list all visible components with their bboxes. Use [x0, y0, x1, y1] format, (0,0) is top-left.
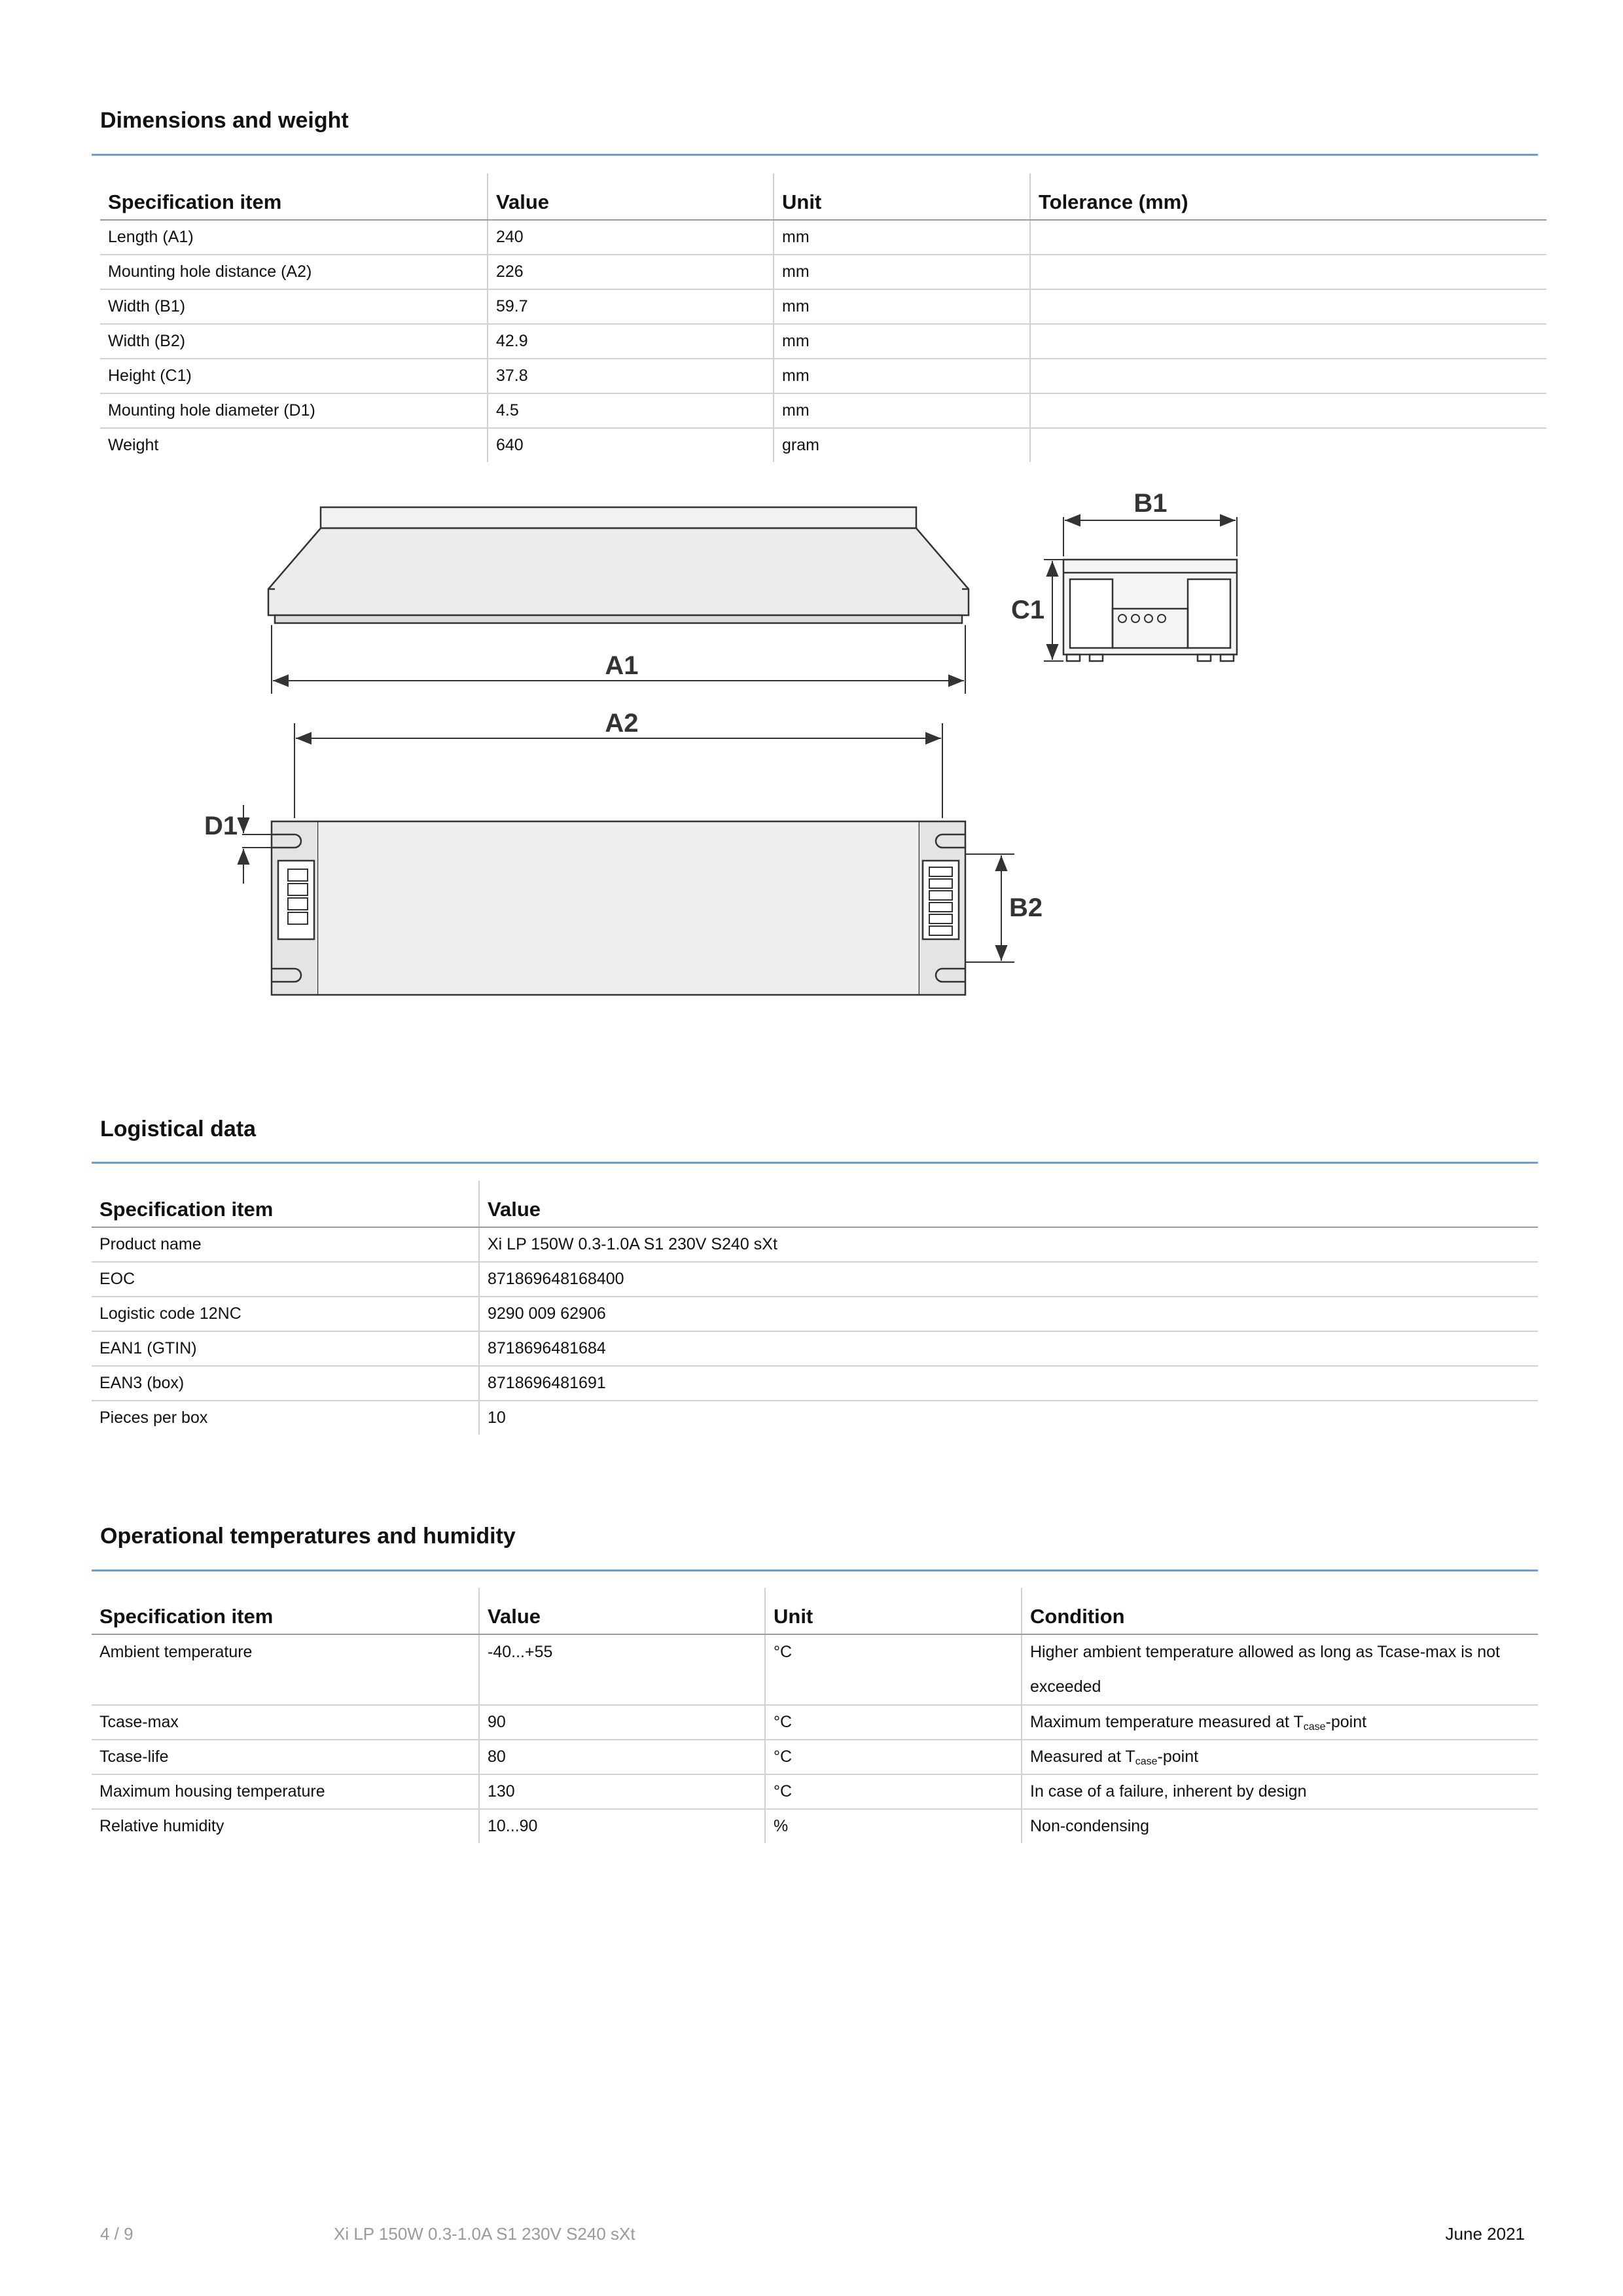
- cell-condition: Non-condensing: [1022, 1809, 1538, 1843]
- table-row: [92, 1227, 1538, 1262]
- dimensions-table: [100, 173, 1546, 462]
- cell-condition: [1022, 1705, 1538, 1740]
- end-view: [1063, 560, 1237, 661]
- cell-value: 90: [479, 1705, 765, 1740]
- condition-text: Measured at T: [1030, 1748, 1135, 1766]
- cell-unit: °C: [765, 1634, 1022, 1705]
- table-row: [92, 1774, 1538, 1809]
- cell-unit: mm: [774, 393, 1030, 428]
- cell-item: EAN3 (box): [92, 1366, 479, 1401]
- dimension-drawing: [190, 491, 1276, 1028]
- cell-value: 42.9: [488, 324, 774, 359]
- condition-subscript: case: [1135, 1756, 1158, 1767]
- condition-text: -point: [1325, 1713, 1367, 1731]
- cell-unit: mm: [774, 289, 1030, 324]
- logistical-table: [92, 1181, 1538, 1435]
- cell-unit: °C: [765, 1705, 1022, 1740]
- cell-item: Width (B1): [100, 289, 488, 324]
- footer-product-name: Xi LP 150W 0.3-1.0A S1 230V S240 sXt: [334, 2224, 635, 2244]
- table-row: [92, 1366, 1538, 1401]
- dimensions-divider: [92, 154, 1538, 156]
- column-header: Unit: [765, 1588, 1022, 1634]
- cell-tolerance: [1030, 324, 1546, 359]
- table-row: [100, 289, 1546, 324]
- cell-condition: [1022, 1740, 1538, 1774]
- table-row: [92, 1740, 1538, 1774]
- cell-unit: gram: [774, 428, 1030, 462]
- operational-title: Operational temperatures and humidity: [100, 1524, 516, 1549]
- table-row: [100, 359, 1546, 393]
- cell-value: -40...+55: [479, 1634, 765, 1705]
- cell-item: Mounting hole distance (A2): [100, 255, 488, 289]
- cell-tolerance: [1030, 359, 1546, 393]
- cell-value: 9290 009 62906: [479, 1297, 1538, 1331]
- cell-value: 10: [479, 1401, 1538, 1435]
- cell-item: Height (C1): [100, 359, 488, 393]
- column-header: Condition: [1022, 1588, 1538, 1634]
- cell-tolerance: [1030, 289, 1546, 324]
- logistical-title: Logistical data: [100, 1117, 257, 1141]
- cell-value: 59.7: [488, 289, 774, 324]
- cell-value: 80: [479, 1740, 765, 1774]
- table-row: [100, 428, 1546, 462]
- column-header: Tolerance (mm): [1030, 173, 1546, 220]
- table-row: [100, 324, 1546, 359]
- column-header: Specification item: [100, 173, 488, 220]
- table-row: [100, 255, 1546, 289]
- operational-divider: [92, 1570, 1538, 1571]
- cell-value: Xi LP 150W 0.3-1.0A S1 230V S240 sXt: [479, 1227, 1538, 1262]
- page-number: 4 / 9: [100, 2224, 134, 2244]
- cell-unit: °C: [765, 1774, 1022, 1809]
- condition-subscript: case: [1303, 1721, 1326, 1732]
- a2-label: A2: [605, 709, 639, 738]
- table-header-row: [92, 1588, 1538, 1634]
- cell-value: 8718696481691: [479, 1366, 1538, 1401]
- cell-tolerance: [1030, 393, 1546, 428]
- column-header: Specification item: [92, 1588, 479, 1634]
- column-header: Value: [488, 173, 774, 220]
- cell-unit: %: [765, 1809, 1022, 1843]
- column-header: Unit: [774, 173, 1030, 220]
- b1-label: B1: [1133, 491, 1168, 518]
- operational-table: [92, 1588, 1538, 1843]
- cell-item: Ambient temperature: [92, 1634, 479, 1705]
- dimensions-title: Dimensions and weight: [100, 108, 349, 133]
- column-header: Value: [479, 1181, 1538, 1227]
- cell-value: 871869648168400: [479, 1262, 1538, 1297]
- condition-text: -point: [1157, 1748, 1199, 1766]
- cell-unit: mm: [774, 359, 1030, 393]
- table-header-row: [92, 1181, 1538, 1227]
- cell-value: 10...90: [479, 1809, 765, 1843]
- cell-value: 8718696481684: [479, 1331, 1538, 1366]
- table-row: [92, 1401, 1538, 1435]
- cell-condition: Higher ambient temperature allowed as long as Tcase-max is not exceeded: [1022, 1634, 1538, 1705]
- c1-label: C1: [1011, 596, 1045, 624]
- cell-item: Logistic code 12NC: [92, 1297, 479, 1331]
- side-view: [268, 507, 969, 623]
- d1-label: D1: [204, 812, 238, 840]
- table-row: [92, 1297, 1538, 1331]
- cell-item: Width (B2): [100, 324, 488, 359]
- logistical-divider: [92, 1162, 1538, 1164]
- table-row: [92, 1262, 1538, 1297]
- cell-item: Tcase-max: [92, 1705, 479, 1740]
- cell-tolerance: [1030, 255, 1546, 289]
- cell-item: Relative humidity: [99, 1817, 224, 1835]
- table-row: [92, 1634, 1538, 1705]
- cell-unit: mm: [774, 220, 1030, 255]
- condition-text: Maximum temperature measured at T: [1030, 1713, 1304, 1731]
- cell-item: Tcase-life: [92, 1740, 479, 1774]
- table-row: [92, 1331, 1538, 1366]
- cell-item: Product name: [92, 1227, 479, 1262]
- cell-tolerance: [1030, 220, 1546, 255]
- cell-item: Mounting hole diameter (D1): [100, 393, 488, 428]
- b2-label: B2: [1009, 893, 1043, 922]
- a1-label: A1: [605, 651, 639, 680]
- cell-value: 640: [488, 428, 774, 462]
- cell-value: 130: [479, 1774, 765, 1809]
- cell-item: Maximum housing temperature: [92, 1774, 479, 1809]
- table-row: [100, 220, 1546, 255]
- cell-tolerance: [1030, 428, 1546, 462]
- cell-item: Pieces per box: [99, 1408, 208, 1427]
- footer-date: June 2021: [1445, 2224, 1525, 2244]
- cell-condition: In case of a failure, inherent by design: [1022, 1774, 1538, 1809]
- column-header: Value: [479, 1588, 765, 1634]
- cell-item: EAN1 (GTIN): [92, 1331, 479, 1366]
- cell-value: 37.8: [488, 359, 774, 393]
- table-row: [92, 1705, 1538, 1740]
- cell-unit: °C: [765, 1740, 1022, 1774]
- table-row: [100, 393, 1546, 428]
- cell-item: EOC: [92, 1262, 479, 1297]
- cell-value: 240: [488, 220, 774, 255]
- cell-value: 4.5: [488, 393, 774, 428]
- top-view: [272, 821, 965, 995]
- table-row: [92, 1809, 1538, 1843]
- cell-item: Weight: [108, 436, 159, 454]
- column-header: Specification item: [92, 1181, 479, 1227]
- cell-unit: mm: [774, 324, 1030, 359]
- cell-item: Length (A1): [100, 220, 488, 255]
- cell-value: 226: [488, 255, 774, 289]
- cell-unit: mm: [774, 255, 1030, 289]
- table-header-row: [100, 173, 1546, 220]
